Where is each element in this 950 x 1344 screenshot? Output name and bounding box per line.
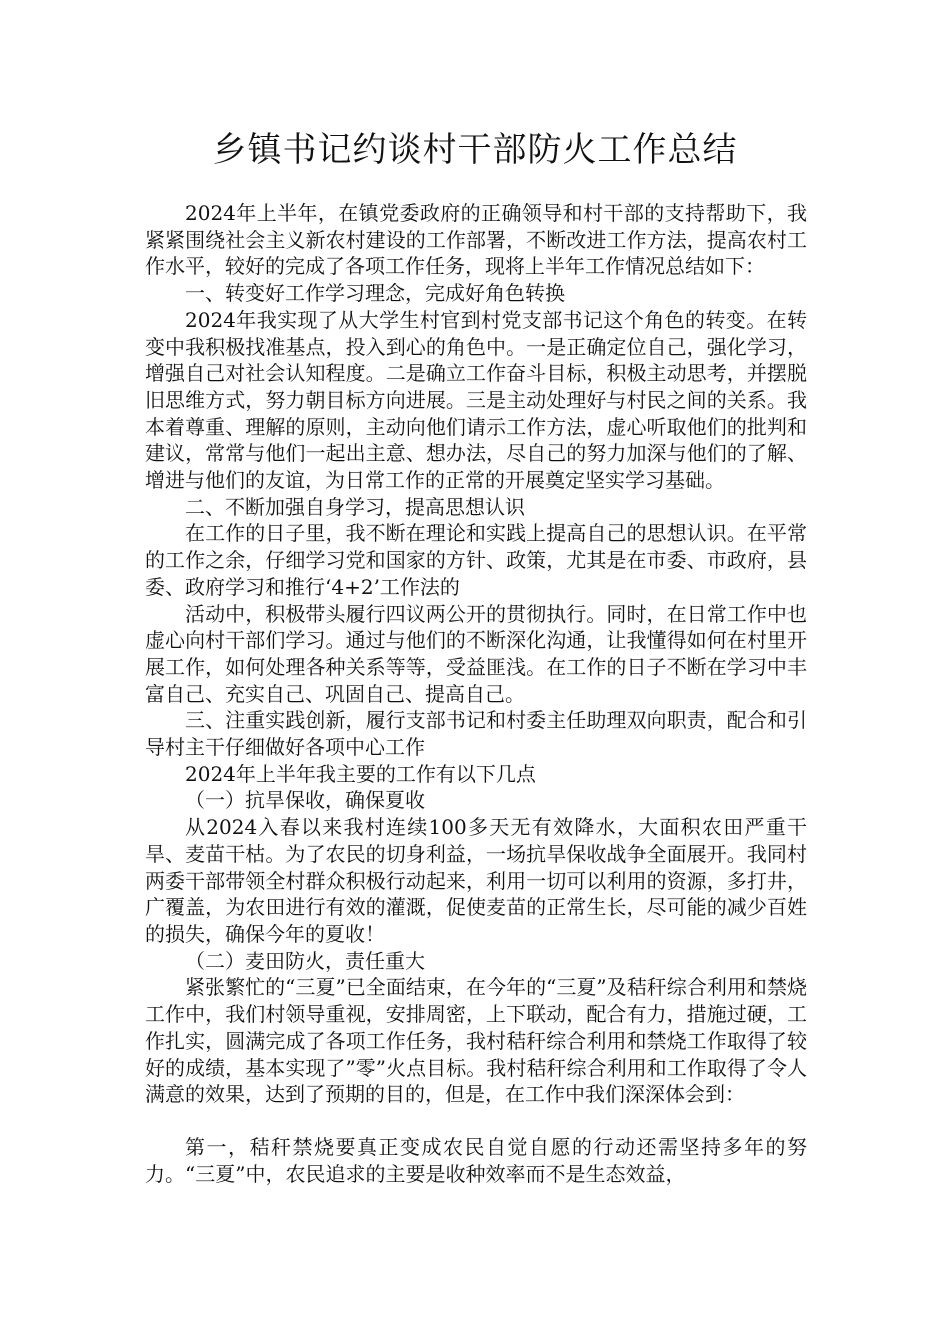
heading-section-3: 三、注重实践创新，履行支部书记和村委主任助理双向职责，配合和引导村主干仔细做好各项中心工作 [145,708,807,760]
heading-section-1: 一、转变好工作学习理念，完成好角色转换 [185,281,565,306]
paragraph-study-1: 在工作的日子里，我不断在理论和实践上提高自己的思想认识。在平常的工作之余，仔细学习党和国家的方针、政策，尤其是在市委、市政府，县委、政府学习和推行‘4+2’工作法的 [145,521,807,599]
subheading-fire-prevention: （二）麦田防火，责任重大 [185,948,425,973]
paragraph-work-points: 2024年上半年我主要的工作有以下几点 [185,761,536,786]
paragraph-fire-prevention: 紧张繁忙的“三夏”已全面结束，在今年的“三夏”及秸秆综合利用和禁烧工作中，我们村领导重视，安排周密，上下联动，配合有力，措施过硬，工作扎实，圆满完成了各项工作任务，我村秸秆综合利用和禁烧工作取得了较好的成绩，基本实现了”零”火点目标。我村秸秆综合利用和工作取得了令人满意的效果，达到了预期的目的，但是，在工作中我们深深体会到： [145,975,807,1107]
paragraph-first-point: 第一，秸秆禁烧要真正变成农民自觉自愿的行动还需坚持多年的努力。“三夏”中，农民追求的主要是收种效率而不是生态效益， [145,1134,807,1186]
document-title: 乡镇书记约谈村干部防火工作总结 [212,130,738,170]
heading-section-2: 二、不断加强自身学习，提高思想认识 [185,494,525,519]
subheading-drought: （一）抗旱保收，确保夏收 [185,788,425,813]
document-body [145,200,807,1187]
paragraph-intro: 2024年上半年，在镇党委政府的正确领导和村干部的支持帮助下，我紧紧围绕社会主义新农村建设的工作部署，不断改进工作方法，提高农村工作水平，较好的完成了各项工作任务，现将上半年工作情况总结如下： [145,201,807,279]
paragraph-role-change: 2024年我实现了从大学生村官到村党支部书记这个角色的转变。在转变中我积极找准基点，投入到心的角色中。一是正确定位自己，强化学习，增强自己对社会认知程度。二是确立工作奋斗目标，积极主动思考，并摆脱旧思维方式，努力朝目标方向进展。三是主动处理好与村民之间的关系。我本着尊重、理解的原则，主动向他们请示工作方法，虚心听取他们的批判和建议，常常与他们一起出主意、想办法，尽自己的努力加深与他们的了解、增进与他们的友谊，为日常工作的正常的开展奠定坚实学习基础。 [145,307,807,493]
paragraph-study-2: 活动中，积极带头履行四议两公开的贯彻执行。同时，在日常工作中也虚心向村干部们学习。通过与他们的不断深化沟通，让我懂得如何在村里开展工作，如何处理各种关系等等，受益匪浅。在工作的日子不断在学习中丰富自己、充实自己、巩固自己、提高自己。 [145,601,807,706]
paragraph-drought: 从2024入春以来我村连续100多天无有效降水，大面积农田严重干旱、麦苗干枯。为了农民的切身利益，一场抗旱保收战争全面展开。我同村两委干部带领全村群众积极行动起来，利用一切可以利用的资源，多打井，广覆盖，为农田进行有效的灌溉，促使麦苗的正常生长，尽可能的减少百姓的损失，确保今年的夏收！ [145,815,807,946]
